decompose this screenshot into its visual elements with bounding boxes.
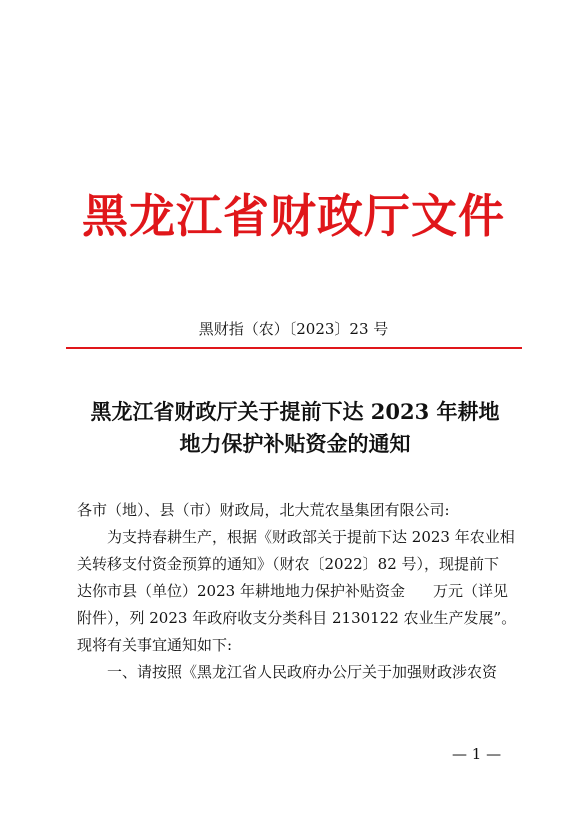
salutation: 各市（地）、县（市）财政局，北大荒农垦集团有限公司: [77, 501, 450, 519]
paragraph-2-line-1: 一、请按照《黑龙江省人民政府办公厅关于加强财政涉农资 [107, 663, 498, 681]
document-number: 黑财指（农）〔2023〕23 号 [198, 320, 389, 338]
paragraph-1-line-5: 现将有关事宜通知如下: [77, 636, 233, 654]
paragraph-1-line-4: 附件），列 2023 年政府收支分类科目 2130122 农业生产发展”。 [77, 609, 517, 627]
title-line-1: 黑龙江省财政厅关于提前下达 2023 年耕地 [90, 399, 500, 424]
paragraph-1-line-3 [77, 578, 525, 605]
red-divider [66, 347, 522, 349]
paragraph-1-line-3-part-a: 达你市县（单位）2023 年耕地地力保护补贴资金 [77, 582, 405, 600]
title-line-2: 地力保护补贴资金的通知 [179, 431, 411, 456]
notice-title [60, 396, 530, 460]
notice-body [77, 497, 525, 686]
paragraph-1-line-2: 关转移支付资金预算的通知》（财农〔2022〕82 号），现提前下 [77, 555, 500, 573]
paragraph-1-line-1: 为支持春耕生产，根据《财政部关于提前下达 2023 年农业相 [107, 528, 515, 546]
masthead-title: 黑龙江省财政厅文件 [82, 189, 505, 243]
paragraph-1-line-3-part-b: 万元（详见 [432, 582, 508, 600]
page-number: — 1 — [452, 745, 502, 763]
